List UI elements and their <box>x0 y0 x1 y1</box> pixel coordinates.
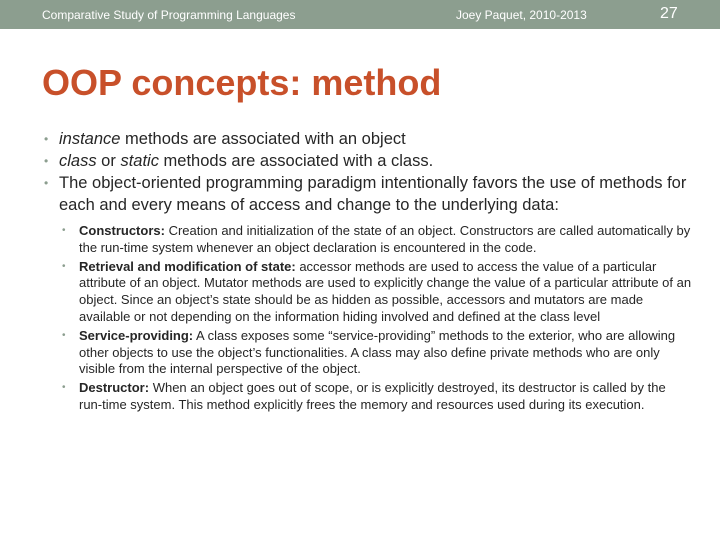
bullet-marker: • <box>44 176 49 190</box>
sub-bullet-retrieval <box>60 259 692 326</box>
bullet-class-methods <box>42 150 692 172</box>
bullet-marker: • <box>62 382 66 394</box>
author-footer: Joey Paquet, 2010-2013 <box>456 8 587 22</box>
bullet-italic: static <box>120 152 159 170</box>
bullet-text: The object-oriented programming paradigm intentionally favors the use of methods for each and every means of access and change to the underlying data: <box>59 174 687 214</box>
sub-bullet-term: Service-providing: <box>79 327 194 343</box>
sub-bullet-list <box>60 223 692 414</box>
bullet-oop-paradigm <box>42 172 692 216</box>
bullet-marker: • <box>44 132 49 146</box>
sub-bullet-term: Constructors: <box>79 223 165 238</box>
bullet-marker: • <box>62 225 66 236</box>
bullet-italic: instance <box>59 130 121 148</box>
slide-title: OOP concepts: method <box>42 62 442 103</box>
bullet-instance-methods <box>42 128 692 150</box>
bullet-italic: class <box>59 152 97 170</box>
sub-bullet-destructor <box>60 380 692 414</box>
sub-bullet-constructors <box>60 223 692 257</box>
bullet-marker: • <box>62 260 66 272</box>
sub-bullet-term: Retrieval and modification of state: <box>79 258 296 274</box>
bullet-text: methods are associated with a class. <box>158 152 434 170</box>
page-number: 27 <box>660 5 678 22</box>
sub-bullet-term: Destructor: <box>79 380 150 396</box>
sub-bullet-text: Creation and initialization of the state of an object. Constructors are called automatically by the run-time system whenever an object declaration is encountered in the code. <box>79 223 691 255</box>
bullet-marker: • <box>44 154 49 168</box>
sub-bullet-text: A class exposes some “service-providing” methods to the exterior, who are allowing other objects to use the object’s functionalities. A class may also define private methods who are only visible from the internal perspective of the object. <box>79 327 676 377</box>
bullet-text: methods are associated with an object <box>120 130 406 148</box>
course-title: Comparative Study of Programming Languages <box>42 8 296 22</box>
sub-bullet-service <box>60 328 692 378</box>
sub-bullet-text: accessor methods are used to access the value of a particular attribute of an object. Mutator methods are used to explicitly change the value of a particular attribute of an object. Since an object’s state should be as hidden as possible, accessors and mutators are made available or not depending on the information hiding involved and defined at the class level <box>79 258 692 324</box>
slide-content <box>42 128 692 416</box>
bullet-marker: • <box>62 329 66 341</box>
slide-header <box>0 0 720 29</box>
sub-bullet-text: When an object goes out of scope, or is explicitly destroyed, its destructor is called by the run-time system. This method explicitly frees the memory and resources used during its execution. <box>79 380 666 412</box>
bullet-text: or <box>96 152 121 170</box>
